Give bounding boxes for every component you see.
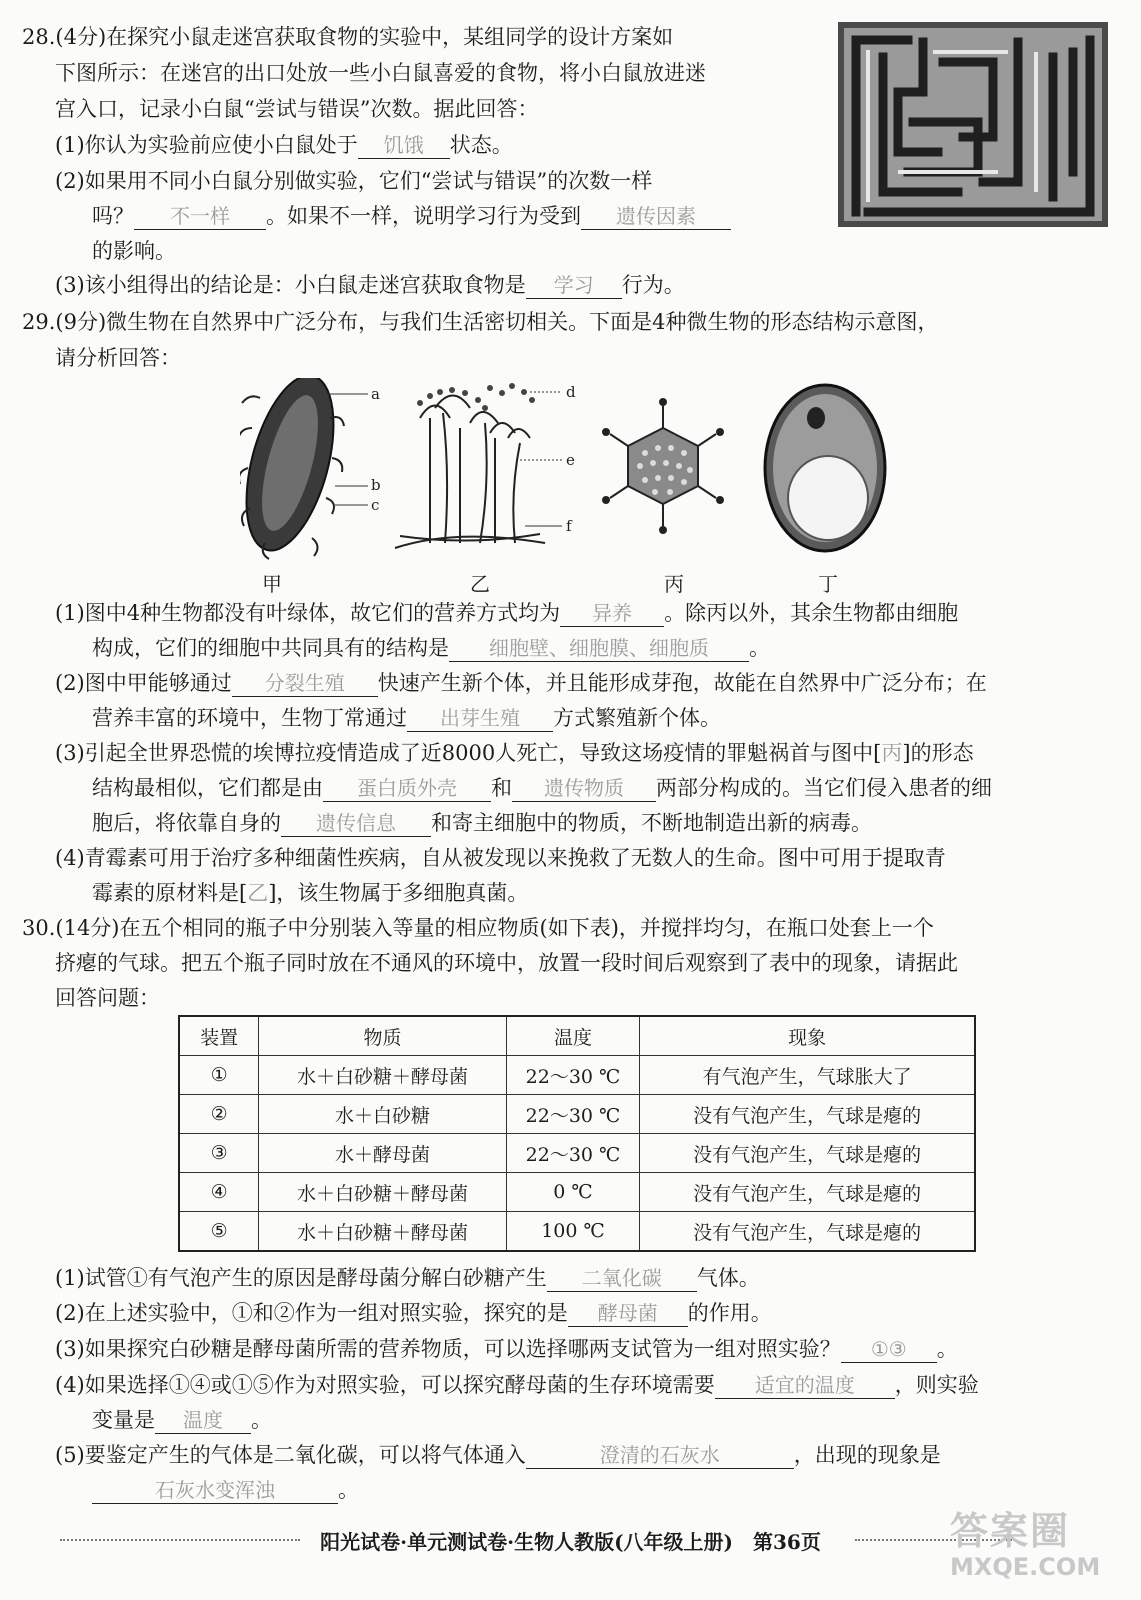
watermark-logo (950, 1500, 1130, 1595)
q29-sub1b-answer: 细胞壁、细胞膜、细胞质 (449, 635, 749, 662)
q28-sub1-text: (1)你认为实验前应使小白鼠处于 (55, 133, 358, 157)
q29-sub3c (92, 808, 872, 838)
cell-device: ⑤ (179, 1212, 259, 1252)
q29-sub4-post: ]，该生物属于多细胞真菌。 (268, 881, 529, 905)
cell-temperature: 0 ℃ (506, 1173, 640, 1212)
label-d: d (566, 383, 576, 401)
label-b: b (371, 476, 381, 494)
q29-sub2b (92, 703, 721, 733)
cell-device: ③ (179, 1134, 259, 1173)
q29-sub4-bracket-answer: 乙 (247, 881, 269, 905)
microbe-figure (240, 378, 900, 603)
q30-sub1-post: 气体。 (696, 1266, 760, 1290)
cell-phenomenon: 没有气泡产生，气球是瘪的 (640, 1134, 975, 1173)
cell-substance: 水＋白砂糖＋酵母菌 (259, 1212, 506, 1252)
q30-sub3-answer: ①③ (841, 1336, 937, 1363)
q28-sub1-answer: 饥饿 (358, 132, 450, 159)
experiment-table (178, 1015, 976, 1252)
q29-sub4-line-1: (4)青霉素可用于治疗多种细菌性疾病，自从被发现以来挽救了无数人的生命。图中可用于提取青 (55, 846, 946, 870)
q28-sub1 (55, 130, 513, 160)
q30-line-2: 挤瘪的气球。把五个瓶子同时放在不通风的环境中，放置一段时间后观察到了表中的现象，请据此 (55, 951, 958, 975)
q29-sub1-answer: 异养 (560, 600, 664, 627)
header-temperature: 温度 (506, 1016, 640, 1056)
q30-sub2-answer: 酵母菌 (568, 1300, 688, 1327)
watermark-url: MXQE.COM (950, 1553, 1101, 1581)
q30-sub4 (55, 1370, 979, 1400)
cell-phenomenon: 没有气泡产生，气球是瘪的 (640, 1095, 975, 1134)
q28-sub3-text: (3)该小组得出的结论是：小白鼠走迷宫获取食物是 (55, 273, 526, 297)
q29-sub3 (55, 738, 974, 768)
q29-sub3c-text: 胞后，将依靠自身的 (92, 811, 281, 835)
cell-device: ④ (179, 1173, 259, 1212)
q29-sub3b-text: 结构最相似，它们都是由 (92, 776, 323, 800)
q30-sub1-text: (1)试管①有气泡产生的原因是酵母菌分解白砂糖产生 (55, 1266, 547, 1290)
table-header-row (179, 1016, 975, 1056)
cell-substance: 水＋白砂糖＋酵母菌 (259, 1056, 506, 1095)
q28-sub2-post: 的影响。 (92, 239, 176, 263)
q30-sub4b-post: 。 (251, 1408, 272, 1432)
q29-sub1b (92, 633, 770, 663)
q29-sub1b-text: 构成，它们的细胞中共同具有的结构是 (92, 636, 449, 660)
label-a: a (371, 385, 380, 403)
q29-sub2 (55, 668, 987, 698)
q29-sub2-post: 快速产生新个体，并且能形成芽孢，故能在自然界中广泛分布；在 (377, 671, 987, 695)
q29-sub1 (55, 598, 958, 628)
header-phenomenon: 现象 (640, 1016, 975, 1056)
q28-sub2-line-1: (2)如果用不同小白鼠分别做实验，它们“尝试与错误”的次数一样 (55, 169, 653, 193)
q28-sub2-answer-1: 不一样 (134, 203, 266, 230)
q29-sub2-answer: 分裂生殖 (232, 670, 378, 697)
q30-line-3: 回答问题： (55, 986, 160, 1010)
label-c: c (371, 496, 380, 514)
q28-sub2-mid: 。如果不一样，说明学习行为受到 (266, 204, 581, 228)
q30-sub3-post: 。 (936, 1337, 958, 1361)
q30-sub5-text: (5)要鉴定产生的气体是二氧化碳，可以将气体通入 (55, 1443, 526, 1467)
q28-sub3-answer: 学习 (526, 272, 622, 299)
q30-sub5-post: ，出现的现象是 (793, 1443, 941, 1467)
q29-sub2-text: (2)图中甲能够通过 (55, 671, 232, 695)
q30-sub4-text: (4)如果选择①④或①⑤作为对照实验，可以探究酵母菌的生存环境需要 (55, 1373, 715, 1397)
q30-line-1: 30.(14分)在五个相同的瓶子中分别装入等量的相应物质(如下表)，并搅拌均匀，在瓶口处套上一个 (22, 916, 934, 940)
cell-device: ① (179, 1056, 259, 1095)
q29-sub3b-mid: 和 (491, 776, 512, 800)
q28-line-2: 下图所示：在迷宫的出口处放一些小白鼠喜爱的食物，将小白鼠放进迷 (55, 61, 706, 85)
cell-temperature: 100 ℃ (506, 1212, 640, 1252)
q30-sub5-answer: 澄清的石灰水 (526, 1442, 794, 1469)
q29-sub2b-text: 营养丰富的环境中，生物丁常通过 (92, 706, 407, 730)
bacterium-drawing (240, 378, 350, 560)
cell-device: ② (179, 1095, 259, 1134)
cell-phenomenon: 没有气泡产生，气球是瘪的 (640, 1173, 975, 1212)
cell-substance: 水＋白砂糖 (259, 1095, 506, 1134)
label-f: f (566, 517, 572, 535)
page-footer: 阳光试卷·单元测试卷·生物人教版(八年级上册) 第36页 (320, 1530, 821, 1554)
q28-sub3 (55, 270, 685, 300)
q30-sub5b-post: 。 (338, 1478, 359, 1502)
q30-sub5b-answer: 石灰水变浑浊 (92, 1477, 338, 1504)
label-bing: 丙 (664, 572, 684, 596)
q28-sub3-post: 行为。 (621, 273, 685, 297)
q30-sub1 (55, 1263, 760, 1293)
q30-sub2 (55, 1298, 772, 1328)
yeast-drawing (765, 385, 885, 551)
label-e: e (566, 451, 575, 469)
q29-sub4-text: 霉素的原材料是[ (92, 881, 248, 905)
q30-sub4-post: ，则实验 (894, 1373, 979, 1397)
q30-sub2-text: (2)在上述实验中，①和②作为一组对照实验，探究的是 (55, 1301, 568, 1325)
maze-image (838, 22, 1108, 227)
q28-line-1: 28.(4分)在探究小鼠走迷宫获取食物的实验中，某组同学的设计方案如 (22, 25, 674, 49)
q28-sub2 (92, 201, 731, 231)
cell-substance: 水＋酵母菌 (259, 1134, 506, 1173)
q29-sub1-post: 。除丙以外，其余生物都由细胞 (664, 601, 959, 625)
q30-sub3 (55, 1334, 958, 1364)
header-device: 装置 (179, 1016, 259, 1056)
q29-sub3c-post: 和寄主细胞中的物质，不断地制造出新的病毒。 (431, 811, 872, 835)
q29-sub3b-post: 两部分构成的。当它们侵入患者的细 (656, 776, 992, 800)
cell-temperature: 22～30 ℃ (506, 1134, 640, 1173)
table-row (179, 1095, 975, 1134)
watermark-title: 答案圈 (950, 1509, 1071, 1553)
q29-sub4 (92, 878, 528, 908)
q28-sub2-answer-2: 遗传因素 (581, 203, 731, 230)
q29-sub3-bracket-answer: 丙 (881, 741, 903, 765)
q30-sub3-text: (3)如果探究白砂糖是酵母菌所需的营养物质，可以选择哪两支试管为一组对照实验？ (55, 1337, 841, 1361)
cell-temperature: 22～30 ℃ (506, 1056, 640, 1095)
q28-sub1-post: 状态。 (449, 133, 513, 157)
q30-sub4b (92, 1405, 272, 1435)
cell-substance: 水＋白砂糖＋酵母菌 (259, 1173, 506, 1212)
q30-sub4b-answer: 温度 (155, 1407, 251, 1434)
q30-sub5b (92, 1475, 359, 1505)
table-row (179, 1173, 975, 1212)
table-row (179, 1212, 975, 1252)
q29-sub3b-answer-1: 蛋白质外壳 (323, 775, 491, 802)
q30-sub1-answer: 二氧化碳 (547, 1265, 697, 1292)
virus-drawing (602, 398, 724, 534)
q30-sub4b-text: 变量是 (92, 1408, 155, 1432)
q30-sub4-answer: 适宜的温度 (715, 1372, 895, 1399)
q29-line-2: 请分析回答： (55, 346, 181, 370)
q30-sub5 (55, 1440, 941, 1470)
mold-drawing (395, 396, 545, 549)
q29-sub3c-answer: 遗传信息 (281, 810, 431, 837)
cell-phenomenon: 有气泡产生，气球胀大了 (640, 1056, 975, 1095)
q29-sub3-text: (3)引起全世界恐慌的埃博拉疫情造成了近8000人死亡，导致这场疫情的罪魁祸首与图中[ (55, 741, 882, 765)
table-row (179, 1134, 975, 1173)
q30-sub2-post: 的作用。 (687, 1301, 772, 1325)
cell-phenomenon: 没有气泡产生，气球是瘪的 (640, 1212, 975, 1252)
label-ding: 丁 (818, 572, 838, 596)
q28-sub2-text: 吗？ (92, 204, 134, 228)
cell-temperature: 22～30 ℃ (506, 1095, 640, 1134)
q28-line-3: 宫入口，记录小白鼠“尝试与错误”次数。据此回答： (55, 97, 539, 121)
q29-sub1b-post: 。 (749, 636, 770, 660)
q29-sub2b-post: 方式繁殖新个体。 (553, 706, 721, 730)
q29-sub1-text: (1)图中4种生物都没有叶绿体，故它们的营养方式均为 (55, 601, 561, 625)
q29-sub2b-answer: 出芽生殖 (407, 705, 553, 732)
table-row (179, 1056, 975, 1095)
q29-line-1: 29.(9分)微生物在自然界中广泛分布，与我们生活密切相关。下面是4种微生物的形态结构示意图， (22, 310, 939, 334)
label-yi: 乙 (470, 572, 490, 596)
label-jia: 甲 (262, 572, 282, 596)
q29-sub3-post: ]的形态 (902, 741, 974, 765)
q29-sub3b (92, 773, 992, 803)
q29-sub3b-answer-2: 遗传物质 (512, 775, 656, 802)
header-substance: 物质 (259, 1016, 506, 1056)
